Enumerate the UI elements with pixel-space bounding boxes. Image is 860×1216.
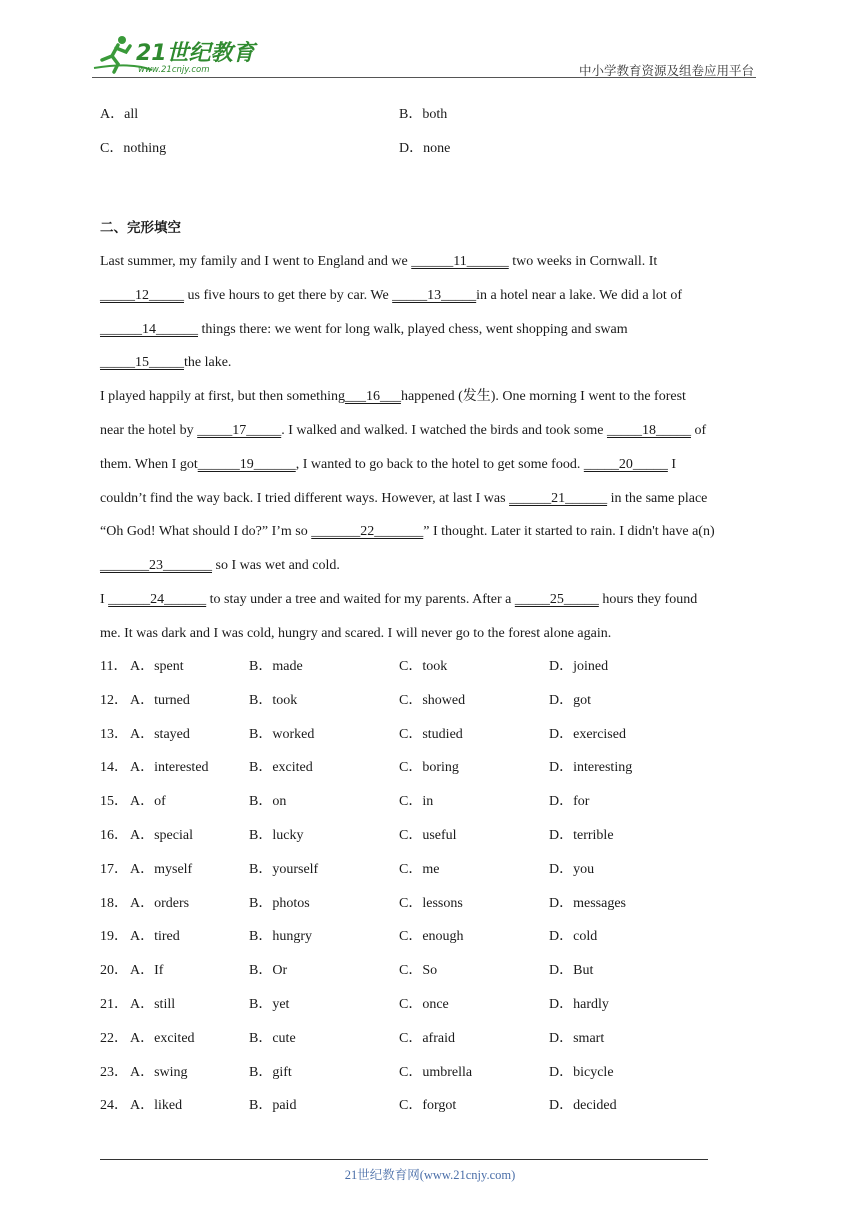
question-row: [100, 894, 760, 914]
question-row: [100, 725, 760, 745]
question-number: 16．: [100, 828, 128, 843]
option-c: C．studied: [399, 726, 463, 742]
option-d: D．exercised: [549, 726, 626, 742]
answer-blank: ______14______: [100, 321, 198, 337]
option-b: B．Or: [249, 963, 288, 979]
option-b: B．paid: [249, 1098, 297, 1114]
question-number: 11．: [100, 659, 128, 674]
passage-line: [100, 320, 628, 340]
question-row: [100, 826, 760, 846]
option-c: C．me: [399, 861, 440, 877]
option-d: D．hardly: [549, 997, 609, 1012]
passage-line: [100, 421, 706, 441]
option-a: A．tired: [130, 929, 180, 945]
answer-blank: _____12_____: [100, 287, 184, 303]
question-row: [100, 1029, 760, 1049]
prev-option-a: A．all: [100, 107, 139, 122]
question-number: 22．: [100, 1030, 128, 1046]
question-number: 19．: [100, 929, 128, 945]
question-number: 23．: [100, 1064, 128, 1080]
passage-text: to stay under a tree and waited for my parents. After a: [206, 592, 515, 607]
option-b: B．on: [249, 794, 287, 810]
passage-text: us five hours to get there by car. We: [184, 287, 393, 303]
prev-option-b: B．both: [399, 107, 448, 122]
option-a: A．spent: [130, 659, 184, 674]
option-a: A．myself: [130, 861, 193, 877]
passage-text: Last summer, my family and I went to England and we: [100, 254, 412, 269]
answer-blank: _____18_____: [606, 423, 691, 438]
option-c: C．forgot: [399, 1098, 457, 1114]
option-d: D．terrible: [549, 828, 614, 843]
option-c: C．took: [399, 659, 448, 674]
answer-blank: ______11______: [411, 254, 509, 269]
passage-line: [100, 252, 657, 272]
option-c: C．showed: [399, 692, 466, 708]
option-a: A．swing: [130, 1064, 188, 1080]
answer-blank: _____15_____: [100, 355, 184, 371]
question-row: [100, 927, 760, 947]
option-b: B．hungry: [249, 929, 312, 945]
option-d: D．cold: [549, 929, 598, 945]
question-number: 17．: [100, 861, 128, 877]
option-c: C．in: [399, 794, 434, 810]
option-a: A．If: [130, 963, 164, 979]
passage-text: hours they found: [598, 592, 698, 607]
option-a: A．still: [130, 997, 176, 1012]
option-d: D．messages: [549, 895, 626, 911]
passage-line: [100, 624, 611, 644]
passage-text: me. It was dark and I was cold, hungry and scared. I will never go to the forest alone again.: [100, 625, 612, 641]
answer-blank: ___16___: [344, 389, 401, 405]
question-number: 12．: [100, 692, 128, 708]
passage-text: the lake.: [184, 355, 232, 371]
option-c: C．boring: [399, 760, 459, 776]
passage-text: “Oh God! What should I do?” I’m so: [100, 524, 312, 540]
option-a: A．orders: [130, 895, 190, 911]
passage-text: couldn’t find the way back. I tried different ways. However, at last I was: [100, 490, 510, 506]
passage-text: in the same place: [607, 490, 708, 506]
option-b: B．worked: [249, 726, 315, 742]
prev-option-c: C．nothing: [100, 141, 167, 156]
option-b: B．lucky: [249, 828, 304, 843]
option-a: A．turned: [130, 692, 190, 708]
footer-divider: [100, 1159, 708, 1160]
question-row: [100, 1096, 760, 1116]
passage-text: them. When I got: [100, 456, 198, 472]
option-a: A．liked: [130, 1098, 183, 1114]
option-d: D．decided: [549, 1098, 617, 1114]
option-c: C．lessons: [399, 895, 463, 911]
platform-name: 中小学教育资源及组卷应用平台: [578, 63, 754, 78]
answer-blank: ______19______: [197, 456, 296, 472]
option-c: C．once: [399, 997, 449, 1012]
passage-line: [100, 455, 676, 475]
option-a: A．special: [130, 828, 193, 843]
question-number: 13．: [100, 726, 128, 742]
option-a: A．interested: [130, 760, 209, 776]
question-row: [100, 995, 760, 1015]
logo-main-text: 21世纪教育: [136, 41, 255, 66]
option-d: D．you: [549, 861, 595, 877]
answer-blank: _______23_______: [100, 558, 212, 574]
question-number: 15．: [100, 794, 128, 810]
option-b: B．took: [249, 692, 298, 708]
question-row: [100, 961, 760, 981]
option-d: D．But: [549, 963, 594, 979]
question-row: [100, 1063, 760, 1083]
question-row: [100, 758, 760, 778]
answer-blank: _____17_____: [197, 423, 282, 438]
logo-url-text: www.21cnjy.com: [138, 65, 210, 74]
option-c: C．useful: [399, 828, 457, 843]
answer-blank: ______24______: [108, 592, 207, 607]
page-header: [92, 30, 756, 78]
option-b: B．yet: [249, 997, 290, 1012]
question-number: 21．: [100, 997, 128, 1012]
passage-text: two weeks in Cornwall. It: [508, 254, 658, 269]
option-b: B．made: [249, 659, 303, 674]
footer-text: 21世纪教育网(www.21cnjy.com): [344, 1168, 516, 1182]
passage-line: [100, 522, 715, 542]
section-title: 二、完形填空: [100, 220, 181, 236]
option-a: A．of: [130, 794, 166, 810]
question-number: 24．: [100, 1098, 128, 1114]
header-divider: [92, 77, 756, 78]
question-row: [100, 691, 760, 711]
option-b: B．cute: [249, 1030, 296, 1046]
passage-text: . I walked and walked. I watched the birds and took some: [281, 423, 607, 438]
question-number: 18．: [100, 895, 128, 911]
option-c: C．umbrella: [399, 1064, 473, 1080]
answer-blank: _____20_____: [583, 456, 668, 472]
passage-text: near the hotel by: [100, 423, 198, 438]
passage-text: in a hotel near a lake. We did a lot of: [476, 287, 682, 303]
option-d: D．bicycle: [549, 1064, 614, 1080]
option-d: D．joined: [549, 659, 609, 674]
passage-text: of: [690, 423, 707, 438]
option-b: B．excited: [249, 760, 313, 776]
passage-text: I: [100, 592, 109, 607]
question-row: [100, 792, 760, 812]
passage-text: things there: we went for long walk, played chess, went shopping and swam: [198, 321, 628, 337]
passage-text: , I wanted to go back to the hotel to get some food.: [295, 456, 584, 472]
passage-text: happened (发生). One morning I went to the forest: [400, 389, 686, 405]
option-b: B．yourself: [249, 861, 319, 877]
answer-blank: ______21______: [509, 490, 608, 506]
option-a: A．excited: [130, 1030, 195, 1046]
question-row: [100, 657, 760, 677]
option-c: C．enough: [399, 929, 464, 945]
passage-line: [100, 489, 707, 509]
option-d: D．for: [549, 794, 590, 810]
question-number: 20．: [100, 963, 128, 979]
passage-text: ” I thought. Later it started to rain. I didn't have a(n): [423, 524, 715, 540]
passage-line: [100, 590, 697, 610]
passage-line: [100, 556, 340, 576]
option-a: A．stayed: [130, 726, 190, 742]
option-d: D．got: [549, 692, 591, 708]
option-b: B．photos: [249, 895, 310, 911]
option-d: D．interesting: [549, 760, 633, 776]
answer-blank: _____25_____: [514, 592, 599, 607]
question-row: [100, 860, 760, 880]
option-c: C．afraid: [399, 1030, 455, 1046]
option-c: C．So: [399, 963, 438, 979]
answer-blank: _____13_____: [392, 287, 477, 303]
passage-line: [100, 353, 231, 373]
answer-blank: _______22_______: [311, 524, 424, 540]
option-d: D．smart: [549, 1030, 605, 1046]
question-number: 14．: [100, 760, 128, 776]
passage-line: [100, 387, 686, 407]
logo-runner-icon: [92, 34, 262, 74]
prev-option-d: D．none: [399, 141, 451, 156]
passage-text: so I was wet and cold.: [212, 558, 340, 574]
passage-text: I: [667, 456, 677, 472]
option-b: B．gift: [249, 1064, 292, 1080]
passage-text: I played happily at first, but then something: [100, 389, 345, 405]
passage-line: [100, 286, 682, 306]
